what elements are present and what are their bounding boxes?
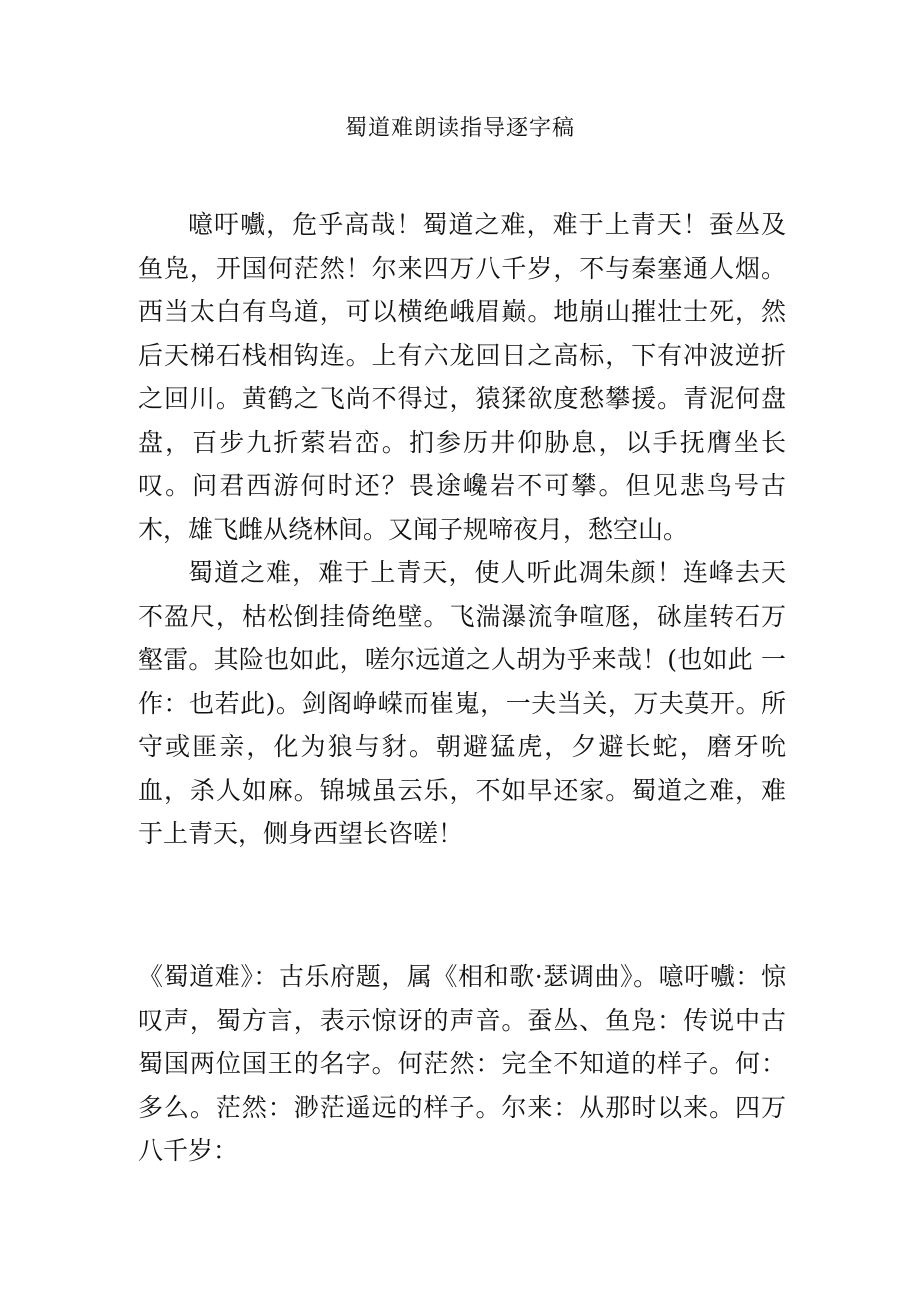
annotation-paragraph: 《蜀道难》：古乐府题，属《相和歌·瑟调曲》。噫吁嚱：惊叹声，蜀方言，表示惊讶的声音。蚕丛、鱼凫：传说中古蜀国两位国王的名字。何茫然：完全不知道的样子。何：多么。茫然：渺茫遥远的样子。尔来：从那时以来。四万八千岁： (138, 962, 786, 1165)
annotation-section (138, 955, 786, 1173)
page-title: 蜀道难朗读指导逐字稿 (344, 116, 575, 141)
poem-body (138, 203, 786, 856)
poem-paragraph-2: 蜀道之难，难于上青天，使人听此凋朱颜！连峰去天不盈尺，枯松倒挂倚绝壁。飞湍瀑流争喧豗，砯崖转石万壑雷。其险也如此，嗟尔远道之人胡为乎来哉！(也如此 一作：也若此)。剑阁峥嵘而崔嵬，一夫当关，万夫莫开。所守或匪亲，化为狼与豺。朝避猛虎，夕避长蛇，磨牙吮血，杀人如麻。锦城虽云乐，不如早还家。蜀道之难，难于上青天，侧身西望长咨嗟！ (138, 558, 786, 848)
poem-paragraph-1: 噫吁嚱，危乎高哉！蜀道之难，难于上青天！蚕丛及鱼凫，开国何茫然！尔来四万八千岁，不与秦塞通人烟。西当太白有鸟道，可以横绝峨眉巅。地崩山摧壮士死，然后天梯石栈相钩连。上有六龙回日之高标，下有冲波逆折之回川。黄鹤之飞尚不得过，猿猱欲度愁攀援。青泥何盘盘，百步九折萦岩峦。扪参历井仰胁息，以手抚膺坐长叹。问君西游何时还？畏途巉岩不可攀。但见悲鸟号古木，雄飞雌从绕林间。又闻子规啼夜月，愁空山。 (138, 210, 786, 544)
